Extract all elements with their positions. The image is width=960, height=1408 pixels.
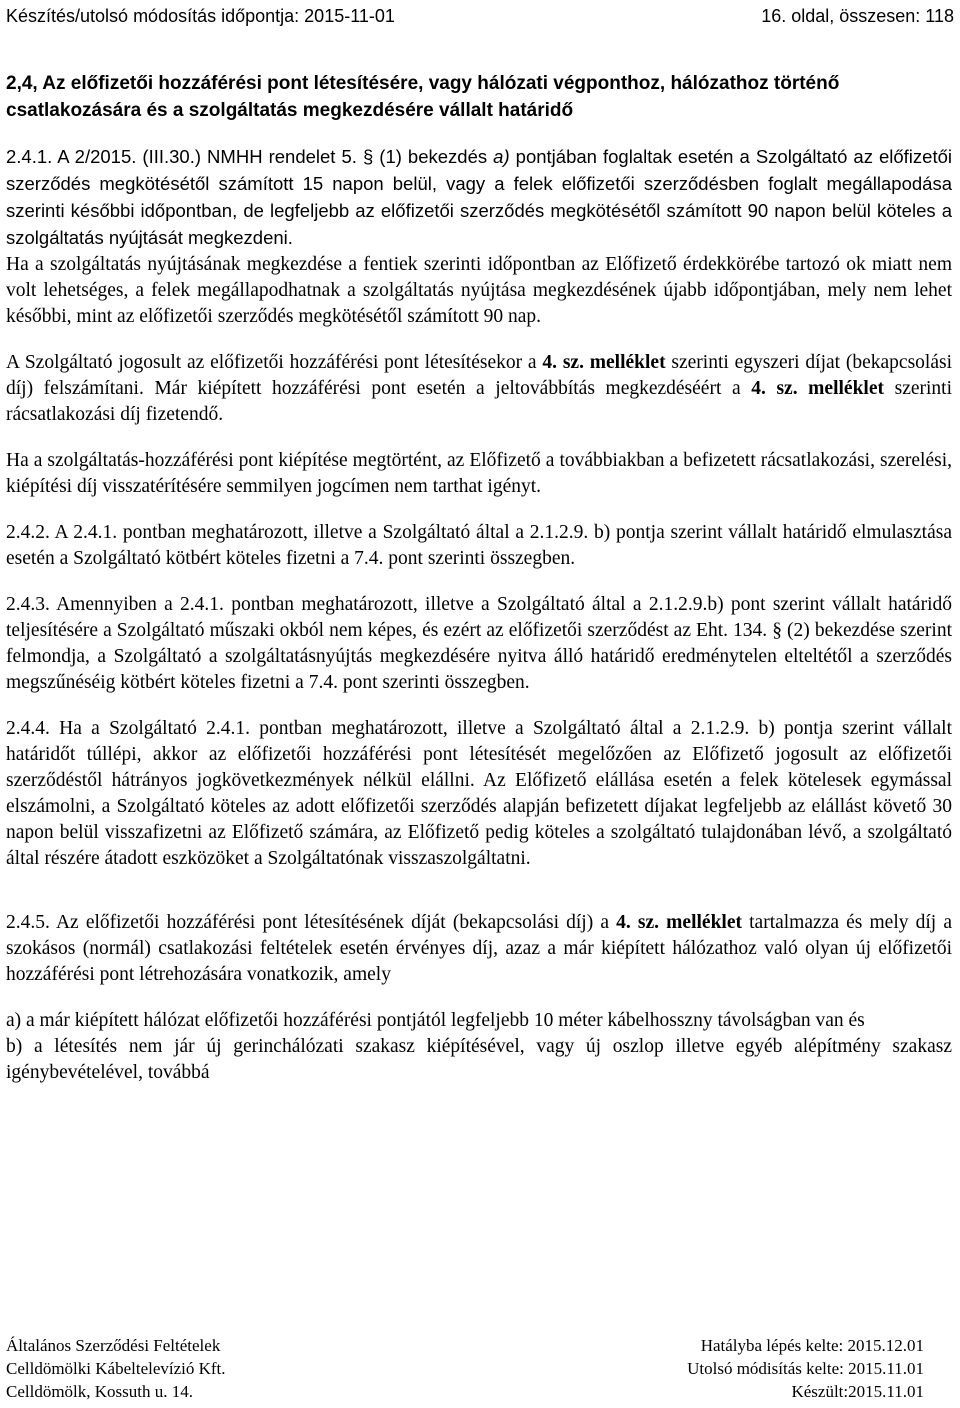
paragraph-no-refund: Ha a szolgáltatás-hozzáférési pont kiépítése megtörtént, az Előfizető a továbbiakban a befizetett rácsatlakozási, szerelési, kiépítési díj visszatérítésére semmilyen jogcímen nem tarthat igényt. bbox=[6, 450, 952, 497]
page-footer bbox=[6, 1334, 924, 1403]
paragraph-fee: A Szolgáltató jogosult az előfizetői hozzáférési pont létesítésekor a 4. sz. melléklet szerinti egyszeri díjat (bekapcsolási díj) felszámítani. Már kiépített hozzáférési pont esetén a jeltovábbítás megkezdéséért a 4. sz. melléklet szerinti rácsatlakozási díj fizetendő. bbox=[6, 352, 952, 425]
section-heading: 2,4, Az előfizetői hozzáférési pont létesítésére, vagy hálózati végponthoz, hálózathoz történő csatlakozására és a szolgáltatás megkezdésére vállalt határidő bbox=[6, 73, 840, 121]
footer-company: Celldömölki Kábeltelevízió Kft. bbox=[6, 1359, 226, 1378]
modification-date: Készítés/utolsó módosítás időpontja: 2015-11-01 bbox=[6, 6, 395, 26]
footer-doc-title: Általános Szerződési Feltételek bbox=[6, 1336, 221, 1355]
paragraph-2-4-1: 2.4.1. A 2/2015. (III.30.) NMHH rendelet 5. § (1) bekezdés a) pontjában foglaltak esetén a Szolgáltató az előfizetői szerződés megkötésétől számított 15 napon belül, vagy a felek előfizetői szerződésben foglalt megállapodása szerinti későbbi időpontban, de legfeljebb az előfizetői szerződés megkötésétől számított 90 napon belül köteles a szolgáltatás nyújtását megkezdeni. bbox=[6, 146, 952, 248]
footer-created: Készült:2015.11.01 bbox=[791, 1382, 924, 1401]
paragraph-item-a: a) a már kiépített hálózat előfizetői hozzáférési pontjától legfeljebb 10 méter kábelhosszny távolságban van és bbox=[6, 1010, 865, 1031]
paragraph-item-b: b) a létesítés nem jár új gerinchálózati szakasz kiépítésével, vagy új oszlop illetve egyéb alépítmény szakasz igénybevételével, továbbá bbox=[6, 1036, 952, 1083]
document-body bbox=[6, 144, 952, 1086]
paragraph-2-4-2: 2.4.2. A 2.4.1. pontban meghatározott, illetve a Szolgáltató által a 2.1.2.9. b) pontja szerint vállalt határidő elmulasztása esetén a Szolgáltató kötbért köteles fizetni a 7.4. pont szerinti összegben. bbox=[6, 522, 952, 569]
footer-address: Celldömölk, Kossuth u. 14. bbox=[6, 1382, 194, 1401]
paragraph-delay-reason: Ha a szolgáltatás nyújtásának megkezdése a fentiek szerinti időpontban az Előfizető érdekkörébe tartozó ok miatt nem volt lehetséges, a felek megállapodhatnak a szolgáltatás nyújtása megkezdésének újabb időpontjában, mely nem lehet későbbi, mint az előfizetői szerződés megkötésétől számított 90 nap. bbox=[6, 254, 952, 327]
footer-effective-date: Hatályba lépés kelte: 2015.12.01 bbox=[700, 1336, 924, 1355]
page-number: 16. oldal, összesen: 118 bbox=[761, 6, 954, 26]
paragraph-2-4-4: 2.4.4. Ha a Szolgáltató 2.4.1. pontban meghatározott, illetve a Szolgáltató által a 2.1.2.9. b) pontja szerint vállalt határidőt túllépi, akkor az előfizetői hozzáférési pont létesítését megelőzően az Előfizető jogosult az előfizetői szerződéstől hátrányos jogkövetkezmények nélkül elállni. Az Előfizető elállása esetén a felek kötelesek egymással elszámolni, a Szolgáltató köteles az adott előfizetői szerződés alapján befizetett díjakat legfeljebb az elállást követő 30 napon belül visszafizetni az Előfizető számára, az Előfizető pedig köteles a szolgáltató tulajdonában lévő, a szolgáltató által részére átadott eszközöket a Szolgáltatónak visszaszolgáltatni. bbox=[6, 718, 952, 869]
footer-last-modified: Utolsó módisítás kelte: 2015.11.01 bbox=[687, 1359, 924, 1378]
paragraph-2-4-5: 2.4.5. Az előfizetői hozzáférési pont létesítésének díját (bekapcsolási díj) a 4. sz. melléklet tartalmazza és mely díj a szokásos (normál) csatlakozási feltételek esetén érvényes díj, azaz a már kiépített hálózathoz való olyan új előfizetői hozzáférési pont létrehozására vonatkozik, amely bbox=[6, 912, 953, 985]
page-header bbox=[6, 2, 954, 30]
paragraph-2-4-3: 2.4.3. Amennyiben a 2.4.1. pontban meghatározott, illetve a Szolgáltató által a 2.1.2.9.b) pont szerint vállalt határidő teljesítésére a Szolgáltató műszaki okból nem képes, és ezért az előfizetői szerződést az Eht. 134. § (2) bekezdése szerint felmondja, a Szolgáltató a szolgáltatásnyújtás megkezdésére nyitva álló határidő eredménytelen elteltétől a szerződés megszűnéséig kötbért köteles fizetni a 7.4. pont szerinti összegben. bbox=[6, 594, 952, 693]
